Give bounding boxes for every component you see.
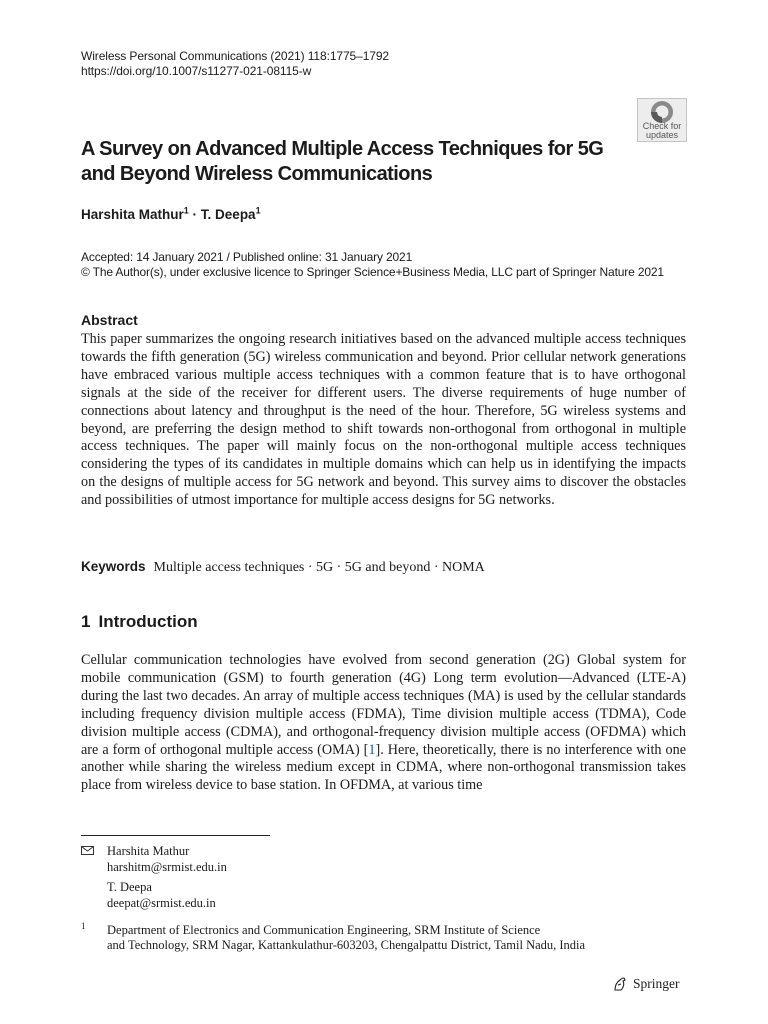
check-for-updates-badge[interactable] [637,98,687,142]
publication-dates: Accepted: 14 January 2021 / Published online: 31 January 2021 [81,250,413,264]
author-1-affiliation-mark: 1 [183,205,189,216]
abstract-text: This paper summarizes the ongoing research initiatives based on the advanced multiple access techniques towards the fifth generation (5G) wireless communication and beyond. Prior cellular network generations have embraced various multiple access techniques with a common feature that is to have orthogonal signals at the side of the receiver for different users. The diverse requirements of huge number of connections about latency and throughput is the need of the hour. Therefore, 5G wireless systems and beyond, are preferring the design method to shift towards non-orthogonal from orthogonal in multiple access techniques. The paper will mainly focus on the non-orthogonal multiple access techniques considering the types of its candidates in multiple domains which can help us in identifying the impacts on the designs of multiple access for 5G network and beyond. This survey aims to discover the obstacles and possibilities of utmost importance for multiple access designs for 5G networks. [81,331,686,509]
introduction-text [81,652,686,795]
keywords-label: Keywords [81,559,146,574]
corresponding-author-email[interactable]: harshitm@srmist.edu.in [107,860,227,874]
section-title: Introduction [98,612,198,631]
intro-text-part1: Cellular communication technologies have evolved from second generation (2G) Global system for mobile communication (GSM) to fourth generation (4G) Long term evolution—Advanced (LTE-A) during the last two decades. An array of multiple access techniques (MA) is used by the cellular standards including frequency division multiple access (FDMA), Time division multiple access (TDMA), Code division multiple access (CDMA), and orthogonal-frequency division multiple access (OFDMA) which are a form of orthogonal multiple access (OMA) [ [81,652,686,758]
author-2-affiliation-mark: 1 [255,205,261,216]
author-2-name[interactable]: T. Deepa [200,207,256,222]
section-number: 1 [81,612,91,631]
springer-horse-icon [612,976,628,992]
second-author-name: T. Deepa [107,880,152,894]
keywords [81,559,485,576]
copyright-notice: © The Author(s), under exclusive licence to Springer Science+Business Media, LLC part of Springer Nature 2021 [81,265,664,279]
author-list [81,207,261,222]
affiliation-line-1: Department of Electronics and Communication Engineering, SRM Institute of Science [107,923,541,937]
author-1-name[interactable]: Harshita Mathur [81,207,184,222]
doi-link[interactable]: https://doi.org/10.1007/s11277-021-08115-w [81,64,312,78]
section-heading-introduction [81,612,198,632]
second-author-email[interactable]: deepat@srmist.edu.in [107,896,216,910]
keywords-text: Multiple access techniques · 5G · 5G and beyond · NOMA [153,560,485,575]
paper-title: A Survey on Advanced Multiple Access Techniques for 5G and Beyond Wireless Communications [81,138,604,185]
affiliation-line-2: and Technology, SRM Nagar, Kattankulathur-603203, Chengalpattu District, Tamil Nadu, India [107,938,586,952]
envelope-icon [81,846,94,855]
abstract-heading: Abstract [81,312,138,328]
springer-logo [612,976,680,992]
intro-text-part2: ]. Here, theoretically, there is no interference with one another while sharing the wireless medium except in CDMA, where non-orthogonal transmission takes place from wireless device to base station. In OFDMA, at various time [81,741,687,794]
journal-citation: Wireless Personal Communications (2021) 118:1775–1792 [81,49,389,63]
footnote-divider [81,835,270,836]
author-separator: · [188,207,201,222]
crossmark-label-line2: updates [645,130,679,140]
crossmark-label-line1: Check for [642,121,682,131]
corresponding-author-name: Harshita Mathur [107,844,190,858]
springer-wordmark: Springer [633,976,680,991]
affiliation-number: 1 [81,921,86,931]
citation-link[interactable]: 1 [368,741,376,758]
